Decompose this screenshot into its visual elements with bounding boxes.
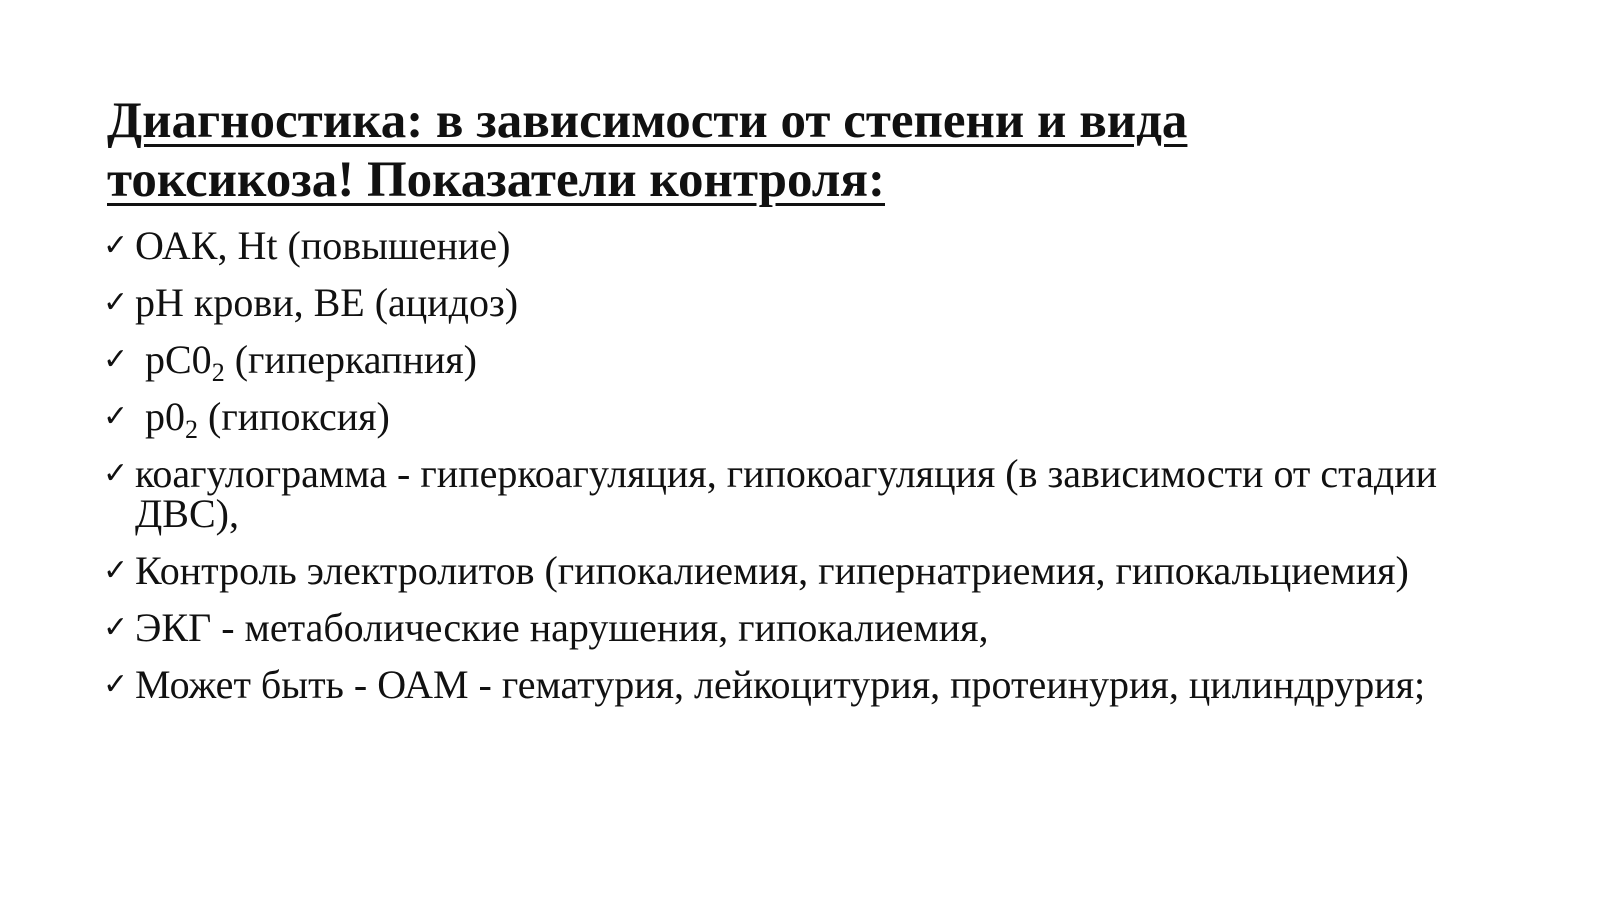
list-item-text: [135, 394, 1523, 444]
list-item-text: pH крови, BE (ацидоз): [135, 280, 519, 325]
list-item: [103, 605, 1523, 650]
bullet-list: [103, 223, 1523, 722]
list-item: [103, 394, 1523, 444]
formula-text: p0: [145, 394, 185, 439]
list-item: [103, 548, 1523, 593]
list-item-text: ЭКГ - метаболические нарушения, гипокалиемия,: [135, 605, 989, 650]
check-mark-icon: ✓: [103, 399, 129, 434]
list-item: [103, 223, 1523, 268]
slide-title: Диагностика: в зависимости от степени и вида токсикоза! Показатели контроля:: [107, 93, 1188, 208]
list-item: [103, 337, 1523, 387]
list-item-text: Может быть - ОАМ - гематурия, лейкоцитурия, протеинурия, цилиндрурия;: [135, 662, 1426, 707]
list-item: [103, 451, 1523, 536]
list-item-text: ОАК, Ht (повышение): [135, 223, 511, 268]
formula-note: (гиперкапния): [224, 337, 477, 382]
check-mark-icon: ✓: [103, 285, 129, 320]
formula-text: pC0: [145, 337, 212, 382]
formula-note: (гипоксия): [198, 394, 390, 439]
subscript: 2: [185, 415, 198, 444]
subscript: 2: [211, 358, 225, 387]
list-item-text: [135, 337, 1523, 387]
check-mark-icon: ✓: [103, 228, 129, 263]
list-item: [103, 280, 1523, 325]
check-mark-icon: ✓: [103, 610, 129, 645]
check-mark-icon: ✓: [103, 553, 129, 588]
check-mark-icon: ✓: [103, 667, 129, 702]
list-item-text: Контроль электролитов (гипокалиемия, гипернатриемия, гипокальциемия): [135, 548, 1409, 593]
list-item-text: коагулограмма - гиперкоагуляция, гипокоагуляция (в зависимости от стадии ДВС),: [135, 451, 1438, 536]
check-mark-icon: ✓: [103, 342, 129, 377]
check-mark-icon: ✓: [103, 456, 129, 491]
list-item: [103, 662, 1523, 707]
